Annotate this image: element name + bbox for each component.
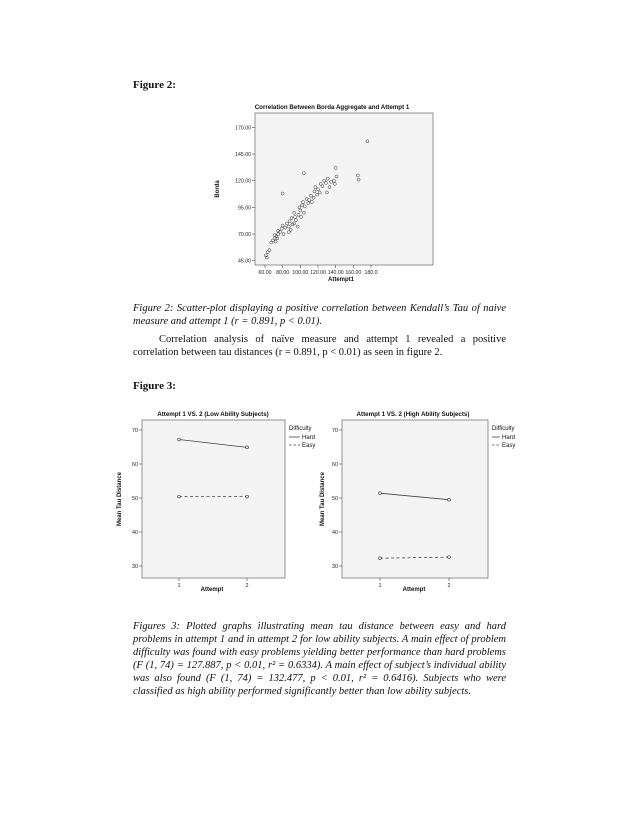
scatter-title: Correlation Between Borda Aggregate and Attempt 1 [254,104,410,111]
scatter-x-tick-label: 180.0 [364,270,378,276]
scatter-chart [205,100,435,288]
line-chart-high-y-tick-label: 70 [332,428,338,434]
line-chart-low-y-tick-label: 60 [132,462,138,468]
line-chart-high-y-label: Mean Tau Distance [320,472,326,526]
line-chart-low-y-tick-label: 50 [132,496,138,502]
line-chart-high-y-tick-label: 50 [332,496,338,502]
scatter-x-tick-label: 80.00 [276,270,290,276]
line-chart-low-y-tick-label: 70 [132,428,138,434]
line-chart-low-title: Attempt 1 VS. 2 (Low Ability Subjects) [157,411,269,418]
line-chart-low-hard-point [178,438,181,441]
scatter-x-tick-label: 100.00 [292,270,309,276]
line-chart-low-hard-point [246,446,249,449]
figure-3-heading: Figure 3: [133,380,176,392]
legend-low-title: Difficulty [289,426,312,432]
line-chart-low-x-tick-label: 2 [245,583,249,589]
scatter-y-tick-label: 70.00 [238,232,251,239]
line-chart-low-easy-point [178,495,181,498]
legend-low-easy-label: Easy [302,443,316,449]
line-chart-low-easy-point [246,495,249,498]
scatter-y-tick-label: 145.00 [235,152,251,159]
line-chart-high-y-tick-label: 60 [332,462,338,468]
scatter-x-tick-label: 60.00 [258,270,272,276]
figure-2-caption: Figure 2: Scatter-plot displaying a positive correlation between Kendall’s Tau of naive measure and attempt 1 (r = 0.891, p < 0.01). [133,303,506,327]
line-chart-low-y-label: Mean Tau Distance [117,472,123,526]
line-chart-low-x-tick-label: 1 [177,583,181,589]
scatter-y-label: Borda [215,180,221,198]
legend-high-easy-label: Easy [502,443,516,449]
scatter-x-tick-label: 140.00 [327,270,344,276]
line-chart-high-plot-area [342,420,488,578]
legend-high-title: Difficulty [492,426,515,432]
line-chart-high-x-tick-label: 1 [378,583,382,589]
scatter-x-tick-label: 120.00 [310,270,326,276]
line-chart-high-hard-point [448,498,451,501]
line-chart-low-y-tick-label: 40 [132,530,138,536]
scatter-plot-area [255,113,433,265]
line-chart-high-ability [318,408,530,596]
line-chart-high-hard-point [379,492,382,495]
body-paragraph: Correlation analysis of naïve measure and attempt 1 revealed a positive correlation between tau distances (r = 0.891, p < 0.01) as seen in figure 2. [133,334,506,358]
line-chart-high-x-label: Attempt [402,587,426,593]
line-chart-high-y-tick-label: 40 [332,530,338,536]
scatter-x-label: Attempt1 [327,277,355,283]
line-chart-high-y-tick-label: 30 [332,564,338,570]
scatter-y-tick-label: 95.00 [238,205,251,212]
figure-2-heading: Figure 2: [133,79,176,91]
line-chart-high-x-tick-label: 2 [447,583,451,589]
line-chart-low-y-tick-label: 30 [132,564,138,570]
legend-high-hard-label: Hard [502,435,516,441]
scatter-y-tick-label: 45.00 [238,258,251,265]
scatter-y-tick-label: 120.00 [235,178,251,185]
figure-3-caption: Figures 3: Plotted graphs illustrating mean tau distance between easy and hard problems in attempt 1 and in attempt 2 for low ability subjects. A main effect of problem difficulty was found with easy problems yielding better performance than hard problems (F (1, 74) = 127.887, p < 0.01, r² = 0.6334). A main effect of subject’s individual ability was also found (F (1, 74) = 132.477, p < 0.01, r² = 0.6416). Subjects who were classified as high ability performed significantly better than low ability subjects. [133,621,506,697]
line-chart-high-easy-point [448,556,451,559]
line-chart-high-easy-point [379,557,382,560]
line-chart-high-title: Attempt 1 VS. 2 (High Ability Subjects) [356,411,470,418]
line-chart-low-x-label: Attempt [200,587,224,593]
scatter-y-tick-label: 170.00 [235,125,251,132]
line-chart-low-ability [112,408,324,596]
scatter-x-tick-label: 160.00 [345,270,362,276]
legend-low-hard-label: Hard [302,435,316,441]
